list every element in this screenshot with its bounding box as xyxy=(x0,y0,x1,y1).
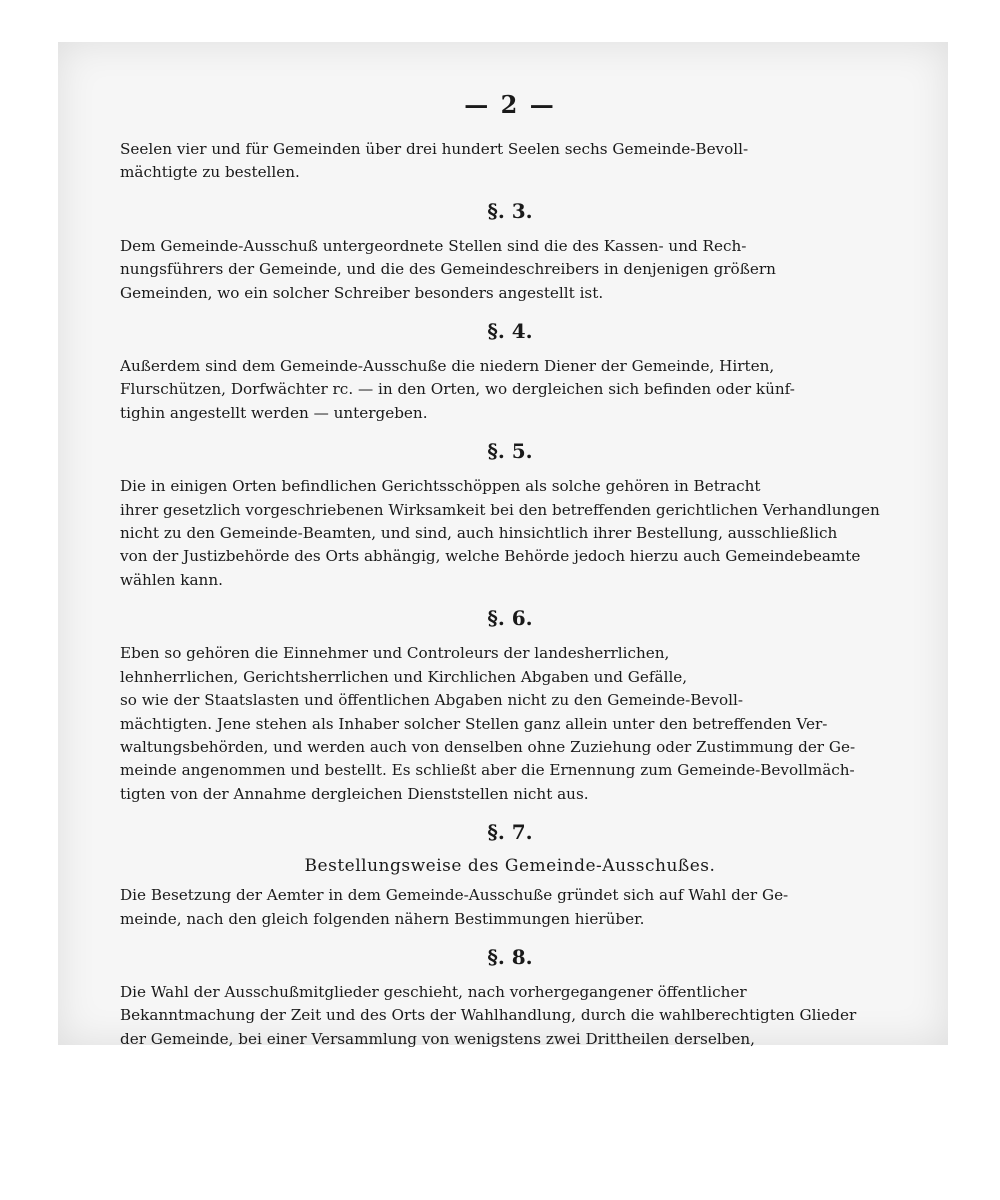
text-line: Die Wahl der Ausschußmitglieder geschieht, nach vorhergegangener öffentlicher xyxy=(120,982,747,1001)
section-heading: §. 8. xyxy=(487,944,533,969)
paragraph xyxy=(120,475,900,592)
text-line: meinde angenommen und bestellt. Es schließt aber die Ernennung zum Gemeinde-Bevollmäch- xyxy=(120,761,855,780)
section-subheading: Bestellungsweise des Gemeinde-Ausschußes. xyxy=(304,856,716,877)
text-line: mächtigte zu bestellen. xyxy=(120,163,300,182)
text-line: Außerdem sind dem Gemeinde-Ausschuße die niedern Diener der Gemeinde, Hirten, xyxy=(120,357,775,376)
text-line: wählen kann. xyxy=(120,570,223,589)
text-line: nungsführers der Gemeinde, und die des Gemeindeschreibers in denjenigen größern xyxy=(120,260,776,279)
paragraph xyxy=(120,235,900,305)
text-line: mächtigten. Jene stehen als Inhaber solcher Stellen ganz allein unter den betreffenden Ver- xyxy=(120,714,828,733)
section-heading: §. 6. xyxy=(487,606,533,631)
text-line: Flurschützen, Dorfwächter rc. — in den Orten, wo dergleichen sich befinden oder künf- xyxy=(120,380,795,399)
section-heading: §. 4. xyxy=(487,319,533,344)
text-line: Dem Gemeinde-Ausschuß untergeordnete Stellen sind die des Kassen- und Rech- xyxy=(120,236,747,255)
text-line: Seelen vier und für Gemeinden über drei hundert Seelen sechs Gemeinde-Bevoll- xyxy=(120,140,749,158)
paragraph xyxy=(120,642,900,806)
text-line: Bekanntmachung der Zeit und des Orts der Wahlhandlung, durch die wahlberechtigten Glieder xyxy=(120,1006,857,1025)
document-body xyxy=(120,138,900,1051)
text-line: tighin angestellt werden — untergeben. xyxy=(120,403,428,422)
text-line: der Gemeinde, bei einer Versammlung von wenigstens zwei Drittheilen derselben, xyxy=(120,1029,756,1048)
text-line: lehnherrlichen, Gerichtsherrlichen und Kirchlichen Abgaben und Gefälle, xyxy=(120,667,688,686)
paragraph xyxy=(120,884,900,931)
paragraph xyxy=(120,355,900,425)
text-line: waltungsbehörden, und werden auch von denselben ohne Zuziehung oder Zustimmung der Ge- xyxy=(120,737,856,756)
text-line: ihrer gesetzlich vorgeschriebenen Wirksamkeit bei den betreffenden gerichtlichen Verhandlungen xyxy=(120,500,880,519)
paragraph xyxy=(120,138,900,185)
text-line: meinde, nach den gleich folgenden nähern Bestimmungen hierüber. xyxy=(120,909,645,928)
page-number: — 2 — xyxy=(464,90,556,119)
section-heading: §. 5. xyxy=(487,439,533,464)
section-heading: §. 7. xyxy=(487,820,533,845)
text-line: so wie der Staatslasten und öffentlichen Abgaben nicht zu den Gemeinde-Bevoll- xyxy=(120,691,743,710)
text-line: tigten von der Annahme dergleichen Dienststellen nicht aus. xyxy=(120,784,589,803)
text-line: nicht zu den Gemeinde-Beamten, und sind, auch hinsichtlich ihrer Bestellung, ausschließlich xyxy=(120,524,838,543)
text-line: Die Besetzung der Aemter in dem Gemeinde-Ausschuße gründet sich auf Wahl der Ge- xyxy=(120,886,789,905)
text-line: von der Justizbehörde des Orts abhängig, welche Behörde jedoch hierzu auch Gemeindebeamte xyxy=(120,547,861,566)
paragraph xyxy=(120,981,900,1051)
text-line: Eben so gehören die Einnehmer und Controleurs der landesherrlichen, xyxy=(120,644,670,663)
text-line: Die in einigen Orten befindlichen Gerichtsschöppen als solche gehören in Betracht xyxy=(120,477,761,496)
document-page xyxy=(120,90,900,1051)
section-heading: §. 3. xyxy=(487,198,533,223)
text-line: Gemeinden, wo ein solcher Schreiber besonders angestellt ist. xyxy=(120,283,604,302)
